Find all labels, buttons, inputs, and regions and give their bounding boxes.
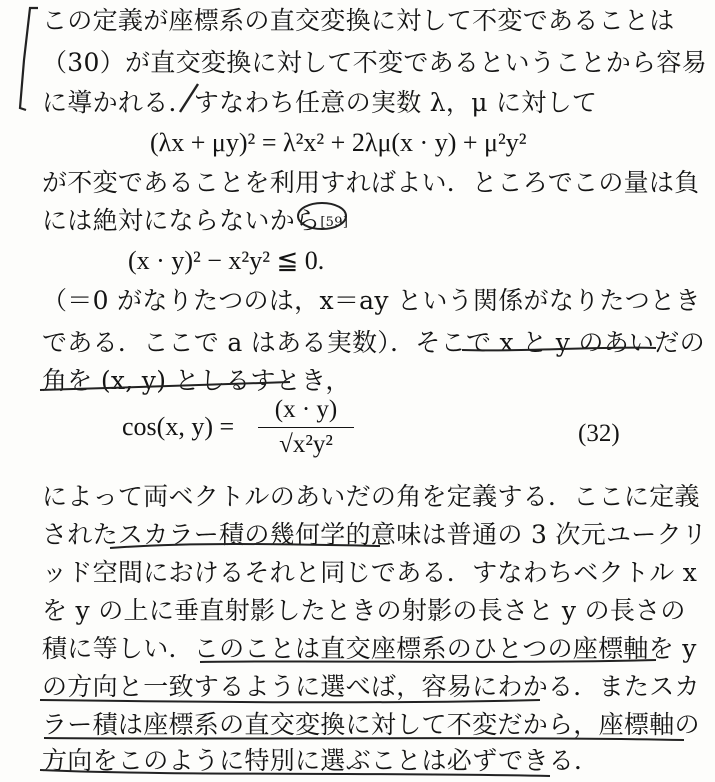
text-line-2: （30）が直交変換に対して不変であるということから容易	[42, 48, 707, 77]
fraction-bar	[258, 427, 354, 428]
equation-expansion: (λx + μy)² = λ²x² + 2λμ(x · y) + μ²y²	[150, 128, 527, 157]
text-line-16: 方向をこのように特別に選ぶことは必ずできる．	[42, 746, 600, 775]
reference-mark: [59]	[320, 215, 349, 230]
text-line-3: に導かれる．すなわち任意の実数 λ，μ に対して	[42, 88, 598, 117]
text-line-5-text: には絶対にならないから	[42, 206, 321, 235]
text-line-6: （＝0 がなりたつのは，x＝ay という関係がなりたつとき	[42, 286, 701, 315]
text-line-13: 積に等しい．このことは直交座標系のひとつの座標軸を y	[42, 634, 697, 663]
margin-bracket	[20, 8, 38, 110]
text-line-10: されたスカラー積の幾何学的意味は普通の 3 次元ユークリ	[42, 520, 708, 549]
text-line-5	[42, 204, 348, 238]
text-line-4: が不変であることを利用すればよい．ところでこの量は負	[42, 168, 700, 197]
text-line-8: 角を (x, y) としるすとき，	[42, 366, 351, 395]
text-line-15: ラー積は座標系の直交変換に対して不変だから，座標軸の	[42, 710, 700, 739]
equation-inequality: (x · y)² − x²y² ≦ 0.	[128, 246, 325, 275]
fraction-numerator: (x · y)	[274, 396, 338, 423]
text-line-14: の方向と一致するように選べば，容易にわかる．またスカ	[42, 672, 700, 701]
text-line-1: この定義が座標系の直交変換に対して不変であることは	[42, 6, 675, 35]
text-line-12: を y の上に垂直射影したときの射影の長さと y の長さの	[42, 596, 686, 625]
equation-cos-lhs: cos(x, y) =	[122, 412, 235, 441]
fraction-denominator: √x²y²	[279, 431, 333, 458]
text-line-9: によって両ベクトルのあいだの角を定義する．ここに定義	[42, 482, 700, 511]
equation-cos-fraction	[258, 395, 354, 460]
equation-number: (32)	[578, 420, 620, 447]
text-line-7: である．ここで a はある実数）．そこで x と y のあいだの	[42, 328, 705, 357]
text-line-11: ッド空間におけるそれと同じである．すなわちベクトル x	[42, 558, 698, 587]
